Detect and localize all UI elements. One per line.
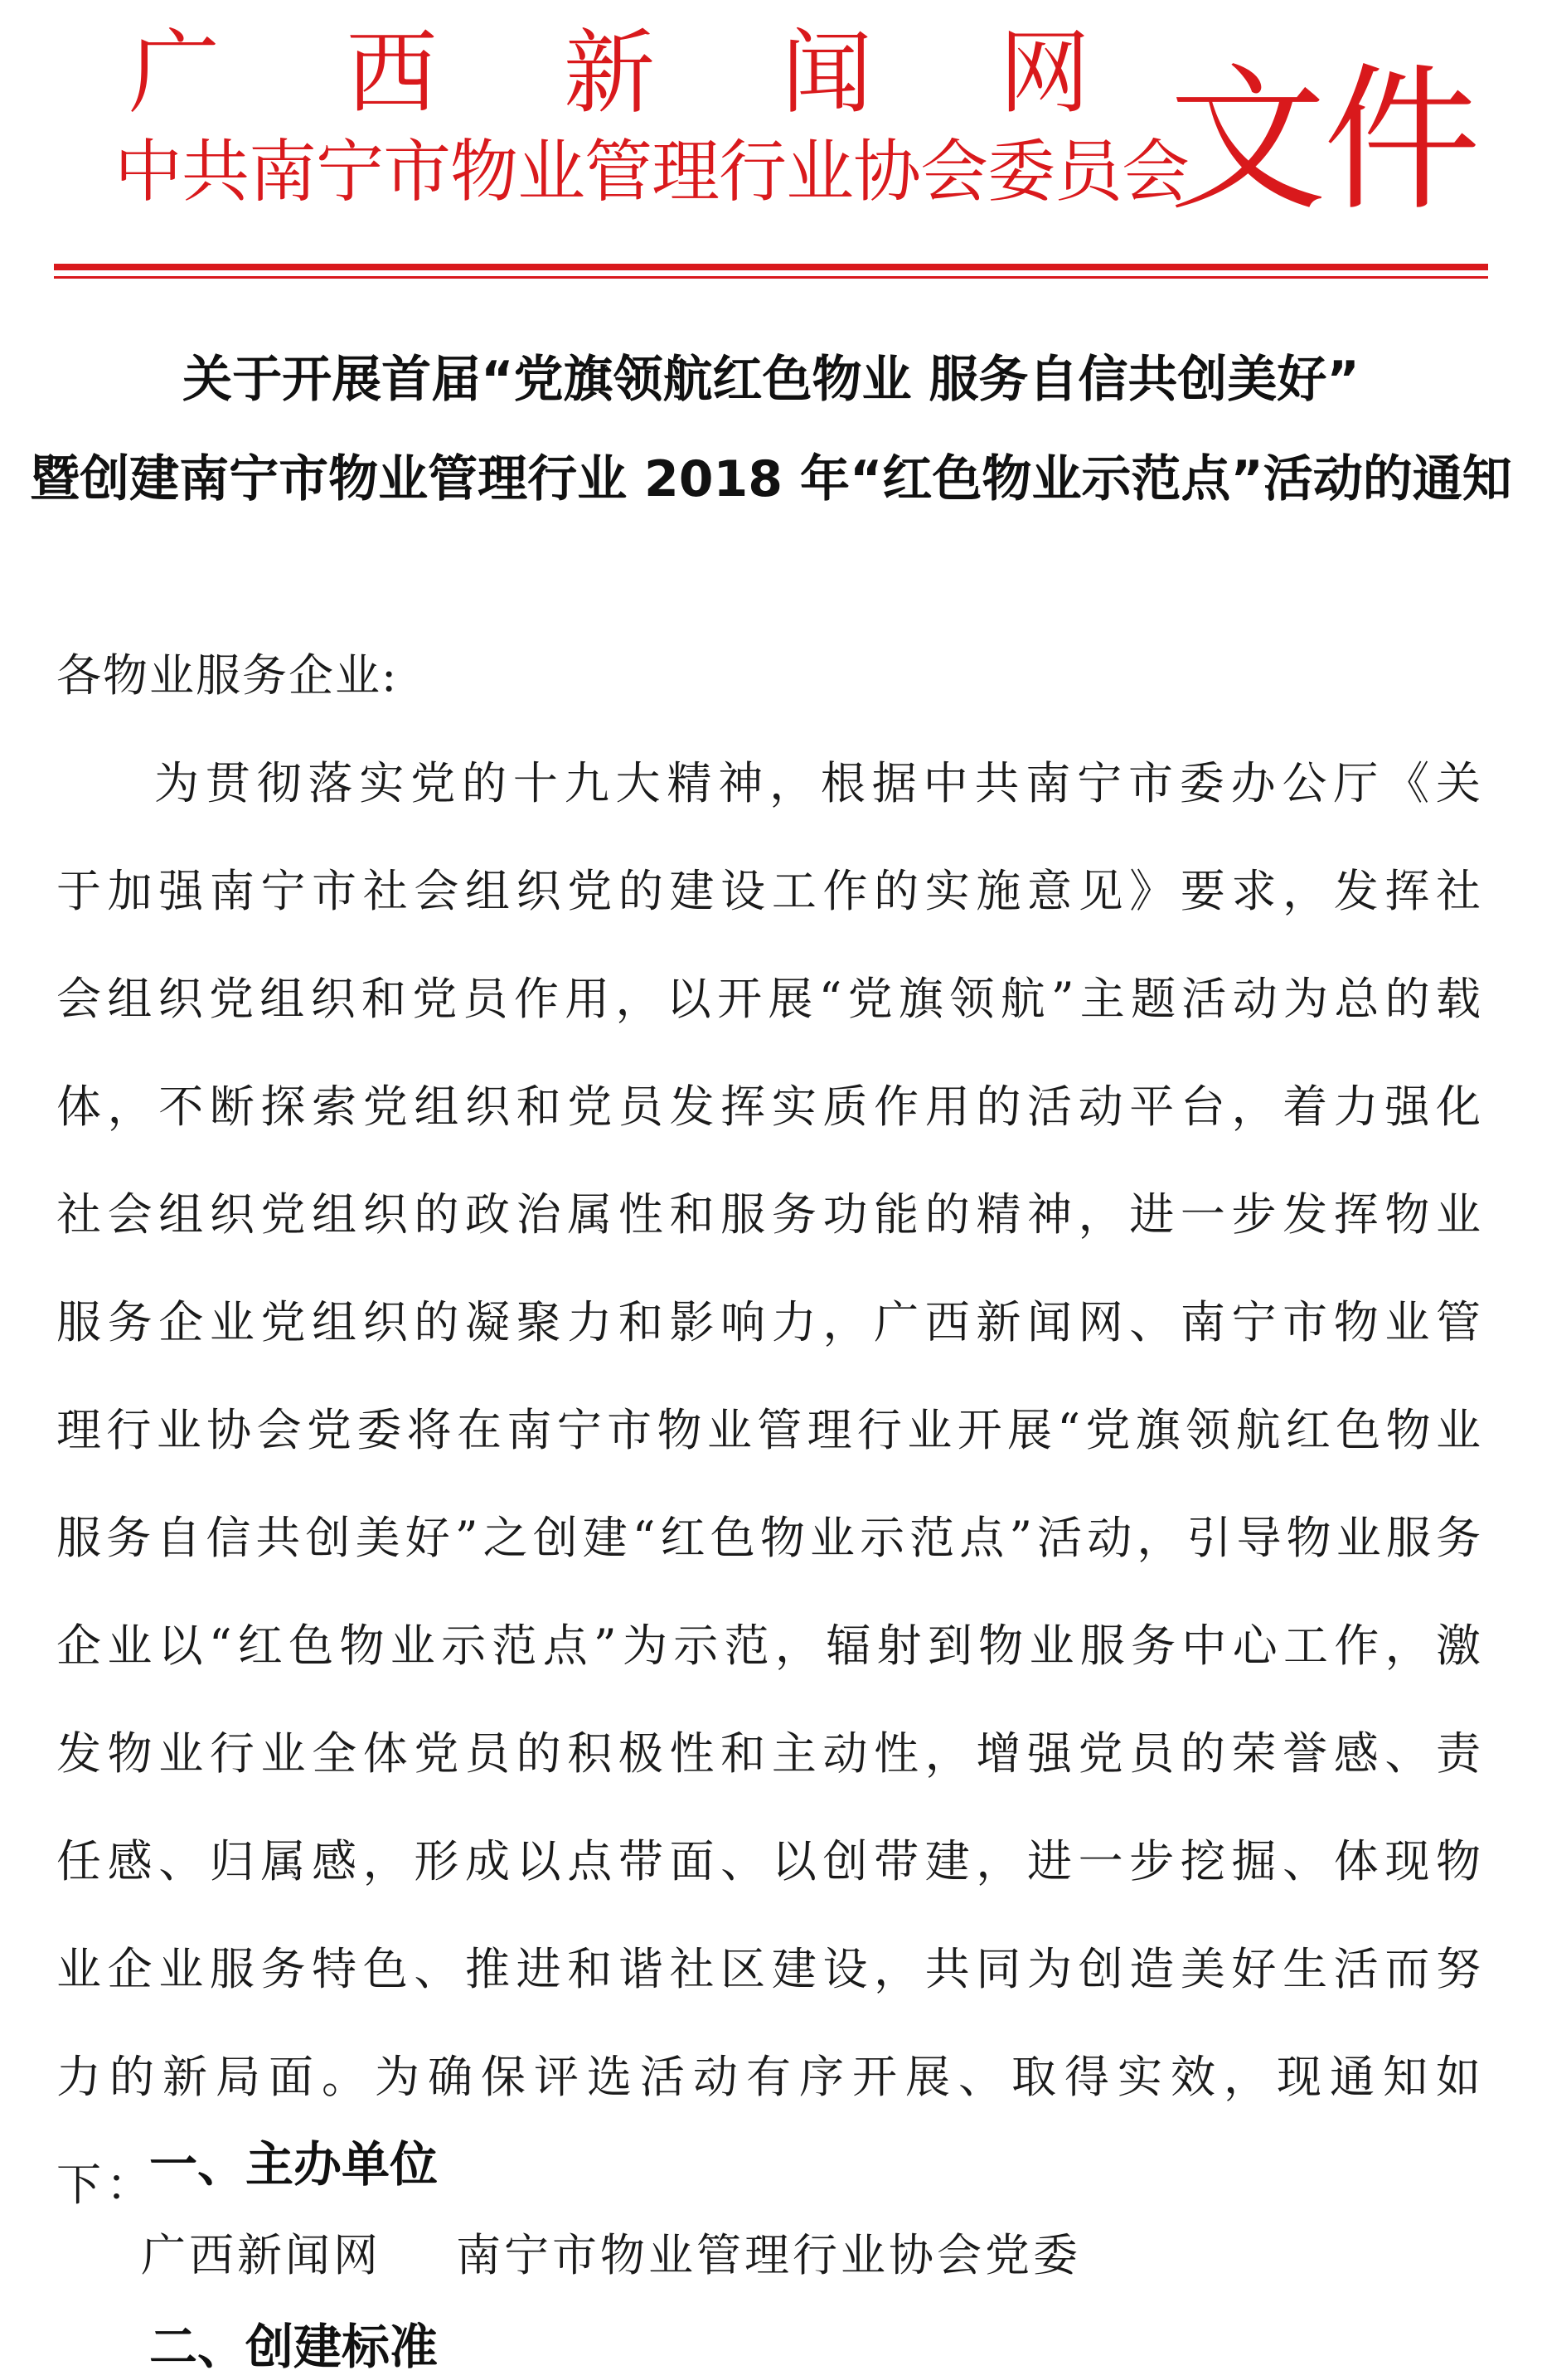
issuer-char: 网 [999,20,1090,126]
section-heading-organizers: 一、主办单位 [149,2136,439,2193]
issuer-char: 广 [128,20,220,126]
header-divider-thin [54,276,1488,279]
organizer-list [141,2222,1081,2289]
document-type-label: 文件 [1169,49,1478,232]
header-divider-thick [54,264,1488,270]
issuer-char: 新 [564,20,655,126]
issuer-name-secondary: 中共南宁市物业管理行业协会委员会 [114,133,1190,211]
organizer-name: 广西新闻网 [141,2229,381,2281]
issuer-char: 西 [346,20,438,126]
body-paragraph: 为贯彻落实党的十九大精神，根据中共南宁市委办公厅《关于加强南宁市社会组织党的建设工作的实施意见》要求，发挥社会组织党组织和党员作用，以开展“党旗领航”主题活动为总的载体，不断探索党组织和党员发挥实质作用的活动平台，着力强化社会组织党组织的政治属性和服务功能的精神，进一步发挥物业服务企业党组织的凝聚力和影响力，广西新闻网、南宁市物业管理行业协会党委将在南宁市物业管理行业开展“党旗领航红色物业 服务自信共创美好”之创建“红色物业示范点”活动，引导物业服务企业以“红色物业示范点”为示范，辐射到物业服务中心工作，激发物业行业全体党员的积极性和主动性，增强党员的荣誉感、责任感、归属感，形成以点带面、以创带建，进一步挖掘、体现物业企业服务特色、推进和谐社区建设，共同为创造美好生活而努力的新局面。为确保评选活动有序开展、取得实效，现通知如下： [56,757,1535,2211]
issuer-name-primary [128,20,1090,126]
section-heading-standards: 二、创建标准 [149,2319,439,2375]
organizer-name: 南宁市物业管理行业协会党委 [456,2229,1081,2281]
salutation: 各物业服务企业: [56,649,399,702]
issuer-char: 闻 [781,20,873,126]
notice-title-line-2: 暨创建南宁市物业管理行业 2018 年“红色物业示范点”活动的通知 [30,450,1512,508]
document-header [0,0,1542,282]
notice-title-line-1: 关于开展首届“党旗领航红色物业 服务自信共创美好” [182,351,1360,409]
